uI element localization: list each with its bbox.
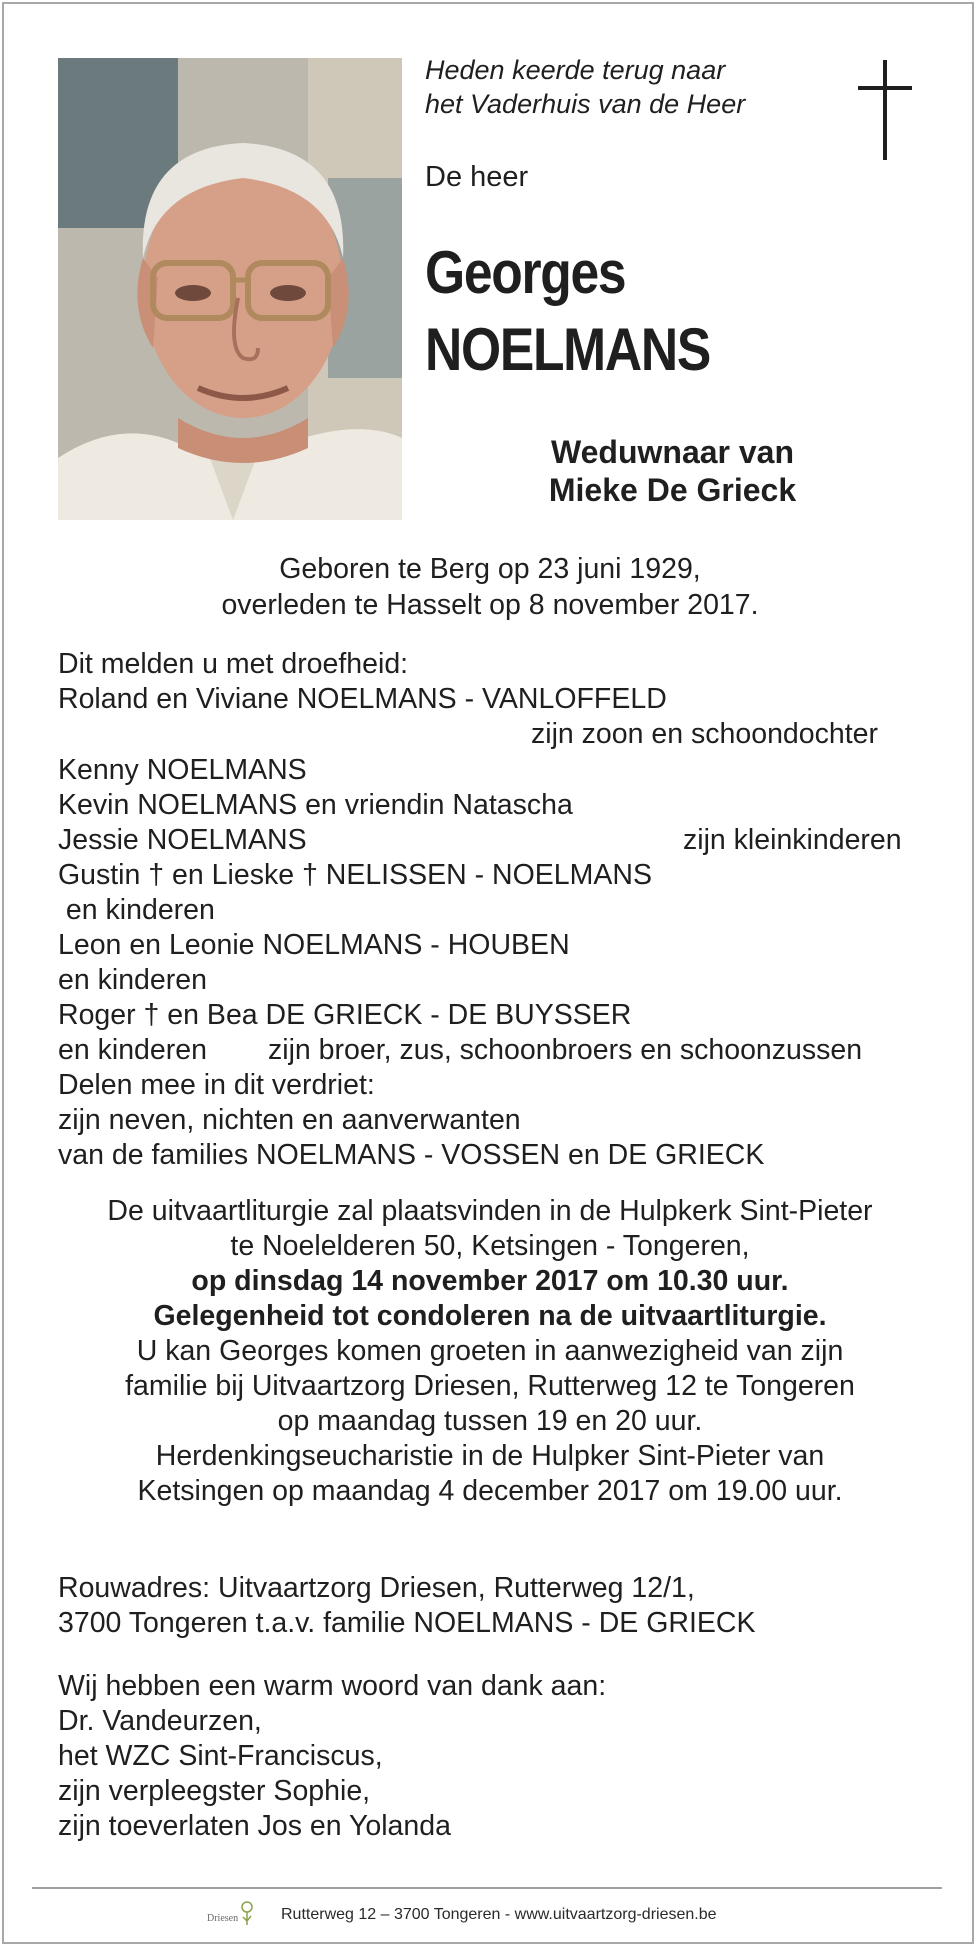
funeral-line: familie bij Uitvaartzorg Driesen, Rutterweg 12 te Tongeren (125, 1370, 855, 1402)
funeral-home-logo (205, 1899, 263, 1931)
family-line: zijn neven, nichten en aanverwanten (58, 1104, 521, 1136)
footer (205, 1898, 717, 1932)
death-line: overleden te Hasselt op 8 november 2017. (221, 589, 759, 621)
funeral-line: Ketsingen op maandag 4 december 2017 om 19.00 uur. (137, 1475, 843, 1507)
thanks-item: Dr. Vandeurzen, (58, 1705, 262, 1737)
family-line: van de families NOELMANS - VOSSEN en DE GRIECK (58, 1139, 765, 1171)
family-line: Leon en Leonie NOELMANS - HOUBEN (58, 929, 570, 961)
family-line: en kinderen (58, 894, 215, 926)
family-line: Roland en Viviane NOELMANS - VANLOFFELD (58, 683, 667, 715)
condolence-line: Gelegenheid tot condoleren na de uitvaartliturgie. (153, 1300, 827, 1332)
thanks-item: zijn verpleegster Sophie, (58, 1775, 371, 1807)
intro-line-2: het Vaderhuis van de Heer (425, 89, 746, 119)
funeral-line: te Noelelderen 50, Ketsingen - Tongeren, (230, 1230, 750, 1262)
widow-line-2: Mieke De Grieck (548, 472, 797, 508)
family-line: Jessie NOELMANS (58, 824, 307, 856)
family-intro: Dit melden u met droefheid: (58, 648, 409, 680)
family-line: en kinderen (58, 1034, 207, 1066)
family-line: Kenny NOELMANS (58, 754, 307, 786)
family-role: zijn broer, zus, schoonbroers en schoonzussen (268, 1034, 863, 1066)
last-name: NOELMANS (425, 316, 710, 383)
funeral-line: Herdenkingseucharistie in de Hulpker Sint-Pieter van (155, 1440, 825, 1472)
thanks-item: zijn toeverlaten Jos en Yolanda (58, 1810, 451, 1842)
widow-line-1: Weduwnaar van (550, 434, 795, 470)
family-line: en kinderen (58, 964, 207, 996)
footer-divider (32, 1887, 942, 1889)
salutation: De heer (425, 161, 529, 193)
address-line: Rouwadres: Uitvaartzorg Driesen, Rutterweg 12/1, (58, 1572, 695, 1604)
latin-cross-icon (855, 58, 915, 162)
family-role: zijn zoon en schoondochter (531, 718, 878, 750)
thanks-intro: Wij hebben een warm woord van dank aan: (58, 1670, 607, 1702)
funeral-date: op dinsdag 14 november 2017 om 10.30 uur. (191, 1265, 789, 1297)
footer-contact: Rutterweg 12 – 3700 Tongeren - www.uitvaartzorg-driesen.be (281, 1906, 717, 1923)
portrait-photo (58, 58, 402, 520)
family-line: Delen mee in dit verdriet: (58, 1069, 375, 1101)
family-line: Roger † en Bea DE GRIECK - DE BUYSSER (58, 999, 632, 1031)
birth-line: Geboren te Berg op 23 juni 1929, (279, 553, 701, 585)
family-line: Gustin † en Lieske † NELISSEN - NOELMANS (58, 859, 652, 891)
logo-text: Driesen (207, 1913, 239, 1924)
address-line: 3700 Tongeren t.a.v. familie NOELMANS - DE GRIECK (58, 1607, 756, 1639)
funeral-line: De uitvaartliturgie zal plaatsvinden in de Hulpkerk Sint-Pieter (107, 1195, 873, 1227)
intro-line-1: Heden keerde terug naar (425, 55, 726, 85)
family-role: zijn kleinkinderen (683, 824, 902, 856)
family-line: Kevin NOELMANS en vriendin Natascha (58, 789, 573, 821)
thanks-item: het WZC Sint-Franciscus, (58, 1740, 383, 1772)
funeral-line: op maandag tussen 19 en 20 uur. (277, 1405, 703, 1437)
funeral-line: U kan Georges komen groeten in aanwezigheid van zijn (136, 1335, 844, 1367)
first-name: Georges (425, 239, 626, 306)
